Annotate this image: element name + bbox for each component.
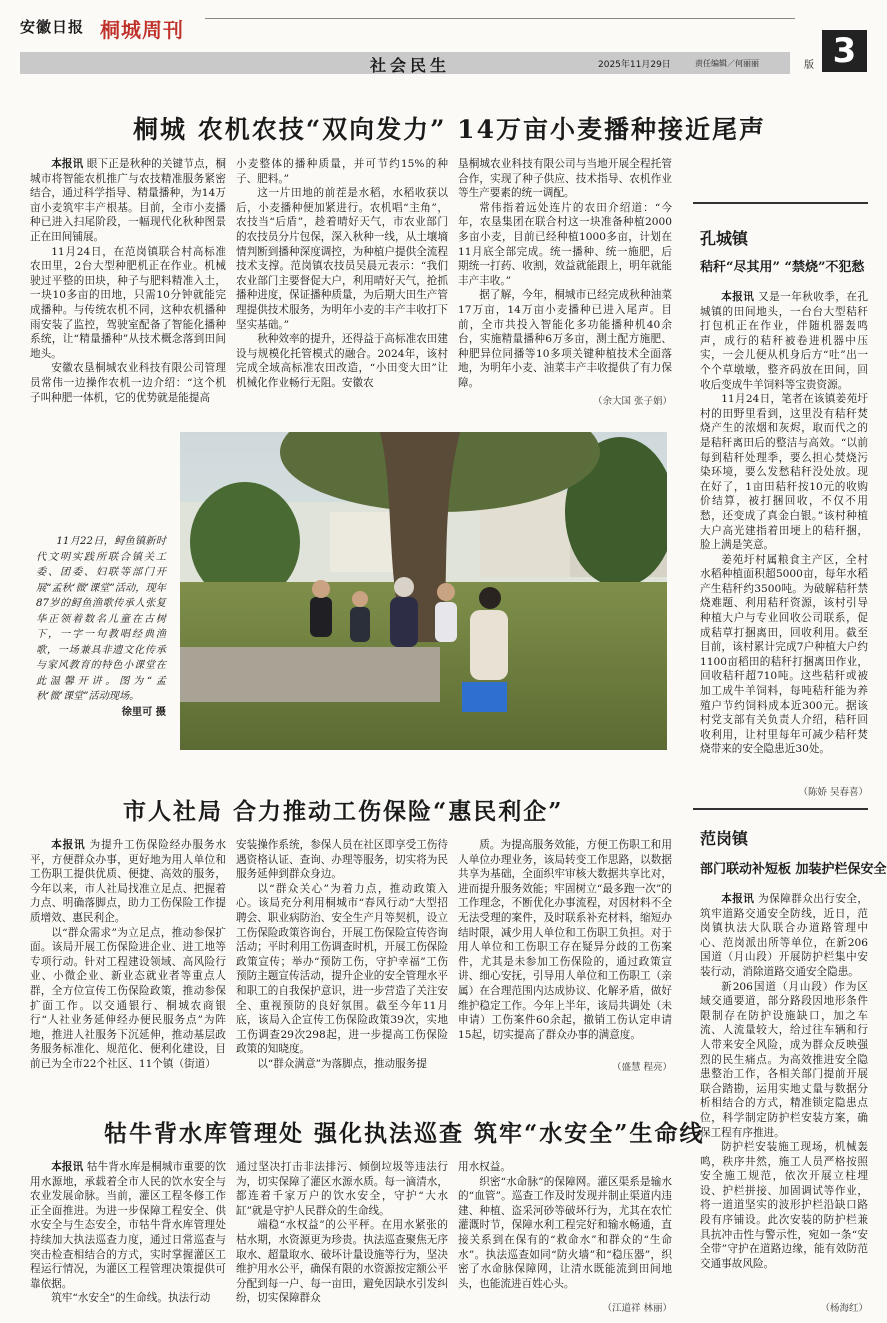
- section-title: 社会民生: [370, 56, 451, 75]
- paragraph-text: 端稳“水权益”的公平秤。在用水紧张的枯水期，水资源更为珍贵。执法巡查聚焦无序取水、超量取水、破坏计量设施等行为，坚决维护用水公平，确保有限的水资源按定额公平分配到每一户、每一亩田，避免因缺水引发纠纷，切实保障群众: [236, 1219, 448, 1305]
- lead-tag: 本报讯: [51, 839, 86, 851]
- sidebar2-byline: （杨海红）: [820, 1303, 868, 1314]
- photo-credit: 徐里可 摄: [121, 705, 166, 718]
- article1-col1: [30, 157, 226, 407]
- article1-col2: [236, 157, 448, 407]
- paragraph: [236, 1218, 448, 1306]
- article3-col3: [458, 1160, 672, 1300]
- paragraph: [236, 157, 448, 186]
- issue-date: 2025年11月29日: [598, 60, 671, 70]
- article2-col2: [236, 838, 448, 1074]
- paragraph: [236, 332, 448, 390]
- paragraph-text: 姜苑圩村属粮食主产区，全村水稻种植面积超5000亩，每年水稻产生秸秆约3500吨。为破解秸秆禁烧难题、利用秸秆资源，该村引导种植大户与专业回收公司联系，促成秸草打捆离田，回收利用。截至目前，该村累计完成7户种植大户约1100亩稻田的秸秆打捆离田作业，回收秸秆超710吨。这些秸秆或被加工成牛羊饲料，每吨秸秆能为养殖户节约饲料成本近300元。据该村党支部有关负责人介绍，秸秆回收利用，让村里每年可减少秸秆焚烧带来的安全隐患近30处。: [700, 553, 868, 756]
- lead-tag: 本报讯: [51, 158, 84, 170]
- paragraph-text: 常伟指着远处连片的农田介绍道：“今年，农垦集团在联合村这一块准备种植2000多亩小麦，目前已经种植1000多亩，计划在11月底全部完成。统一播种、统一施肥，后期统一打药、收割，效益就能跟上，明年就能丰产丰收。”: [458, 201, 672, 287]
- paragraph-text: 眼下正是秋种的关键节点，桐城市将智能农机推广与农技精准服务紧密结合，通过科学指导、精量播种，为14万亩小麦筑牢丰产根基。目前，全市小麦播种已进入扫尾阶段，一幅现代化秋种图景正在田间铺展。: [30, 158, 226, 243]
- paragraph: [700, 980, 868, 1141]
- article1-headline: 桐城 农机农技“双向发力” 14万亩小麦播种接近尾声: [133, 115, 766, 144]
- lead-tag: 本报讯: [721, 291, 755, 303]
- paragraph-text: 为保障群众出行安全，筑牢道路交通安全防线，近日，范岗镇执法大队联合办道路管理中心、范岗派出所等单位，在新206国道（月山段）开展防护栏集中安装行动，消除道路交通安全隐患。: [700, 893, 868, 978]
- paragraph: [30, 926, 226, 1072]
- paragraph: [700, 892, 868, 980]
- paragraph: [458, 288, 672, 389]
- paragraph-text: 安装操作系统，参保人员在社区即享受工伤待遇资格认证、查询、办理等服务，切实将为民服务延伸到群众身边。: [236, 839, 448, 881]
- paragraph: [700, 553, 868, 757]
- paragraph: [236, 882, 448, 1057]
- paragraph-text: 安徽农垦桐城农业科技有限公司管理员常伟一边操作农机一边介绍：“这个机子叫种肥一体机，它的优势就是能提高: [30, 362, 226, 404]
- article2-col3: [458, 838, 672, 1060]
- paragraph: [30, 1291, 226, 1306]
- paragraph-text: 秋种效率的提升，还得益于高标准农田建设与规模化托管模式的融合。2024年，该村完成全域高标准农田改造，“小田变大田”让机械化作业畅行无阻。安徽农: [236, 333, 448, 389]
- paragraph-text: 牯牛背水库是桐城市重要的饮用水源地，承载着全市人民的饮水安全与农业发展命脉。当前，灌区工程冬修工作正全面推进。为进一步保障工程安全、供水安全与生态安全，市牯牛背水库管理处持续加大执法巡查力度，通过日常巡查与突击检查相结合的方式，实时掌握灌区工程运行情况，为灌区工程管理决策提供可靠依据。: [30, 1161, 226, 1290]
- paragraph-text: 为提升工伤保险经办服务水平，方便群众办事，更好地为用人单位和工伤职工提供优质、便捷、高效的服务，今年以来，市人社局找准立足点、把握着力点、明确落脚点，助力工伤保险工作提质增效、惠民利企。: [30, 839, 226, 924]
- paragraph-text: 新206国道（月山段）作为区域交通要道，部分路段因地形条件限制存在防护设施缺口，加之车流、人流量较大，给过往车辆和行人带来安全风险，成为群众反映强烈的民生痛点。为高效推进安全隐患整治工作，各相关部门提前开展联合踏勘，运用实地丈量与数据分析相结合的方式，精准锁定隐患点位，科学制定防护栏安装方案，确保工程有序推进。: [700, 980, 868, 1139]
- paragraph: [458, 201, 672, 289]
- sidebar1-rule: [693, 202, 868, 204]
- article3-col1: [30, 1160, 226, 1318]
- paragraph-text: 以“群众需求”为立足点，推动参保扩面。该局开展工伤保险进企业、进工地等专项行动。针对工程建设领域、高风险行业、小微企业、新业态就业者等重点人群，全方位宣传工伤保险政策，推动参保扩面工作。以交通银行、桐城农商银行“人社业务延伸经办便民服务点”为阵地，推进人社服务下沉延伸，推动基层政务服务标准化、规范化、便利化建设，目前已为全市22个社区、11个镇（街道）: [30, 926, 226, 1070]
- paragraph-text: 又是一年秋收季，在孔城镇的田间地头，一台台大型秸秆打包机正在作业，伴随机器轰鸣声，成行的秸秆被卷进机器中压实，一会儿便从机身后方“吐”出一个个草墩墩，整齐码放在田间，回收后变成牛羊饲料等宝贵资源。: [700, 291, 868, 391]
- paragraph: [236, 1057, 448, 1072]
- paragraph-text: 11月24日，笔者在该镇姜苑圩村的田野里看到，这里没有秸秆焚烧产生的浓烟和灰烬，取而代之的是秸秆离田后的整洁与高效。“以前每到秸秆处理季，要么担心焚烧污染环境，要么发愁秸秆没处放。现在好了，1亩田秸秆按10元的收购价结算，被打捆回收，不仅不用愁，还变成了真金白银。”该村种植大户高光建指着田埂上的秸秆捆，脸上满是笑意。: [700, 393, 868, 552]
- article3-byline: （江道祥 林丽）: [602, 1303, 672, 1314]
- sidebar2-kicker: 范岗镇: [700, 829, 749, 848]
- paragraph: [236, 838, 448, 882]
- photo-illustration: [180, 432, 667, 750]
- sidebar1-body: [700, 290, 868, 782]
- paragraph-text: 筑牢“水安全”的生命线。执法行动: [51, 1292, 211, 1305]
- paragraph-text: 以“群众关心”为着力点，推动政策入心。该局充分利用桐城市“春风行动”大型招聘会、职业病防治、安全生产月等契机，设立工伤保险政策咨询台，开展工伤保险宣传咨询活动；平时利用工伤调查时机，开展工伤保险政策宣传；举办“预防工伤，守护幸福”工伤预防主题宣传活动，提升企业的安全管理水平和职工的自我保护意识，进一步营造了关注安全、重视预防的良好氛围。截至今年11月底，该局入企宣传工伤保险政策39次，实地工伤调查29次298起，进一步提高工伤保险政策的知晓度。: [236, 882, 448, 1056]
- article3-col2: [236, 1160, 448, 1318]
- paragraph: [236, 186, 448, 332]
- article1-col3: [458, 157, 672, 389]
- sidebar1-kicker: 孔城镇: [700, 229, 749, 248]
- paragraph: [700, 1140, 868, 1271]
- photo-caption: [36, 534, 166, 720]
- page-number: 3: [822, 30, 867, 72]
- paragraph: [30, 245, 226, 362]
- sidebar1-headline: 秸秆“尽其用” “禁烧”不犯愁: [700, 260, 865, 275]
- paragraph-text: 通过坚决打击非法排污、倾倒垃圾等违法行为，切实保障了灌区水源水质。每一滴清水，都连着千家万户的饮水安全，守护“大水缸”就是守护人民群众的生命线。: [236, 1161, 448, 1217]
- paragraph-text: 用水权益。: [458, 1161, 511, 1173]
- paragraph: [458, 157, 672, 201]
- paragraph-text: 防护栏安装施工现场，机械轰鸣，秩序井然，施工人员严格按照安全施工规范，依次开展立柱埋设、护栏拼接、加固调试等作业，将一道道坚实的波形护栏沿缺口路段有序铺设。此次安装的防护栏兼具抗冲击性与警示性，宛如一条“安全带”守护在道路边缘，能有效防范交通事故风险。: [700, 1141, 868, 1270]
- paragraph: [700, 392, 868, 553]
- supplement-name: 桐城周刊: [100, 18, 184, 42]
- paragraph-text: 这一片田地的前茬是水稻，水稻收获以后，小麦播种便加紧进行。农机唱“主角”，农技当“后盾”，趁着晴好天气，市农业部门的农技员分片包保，深入秋种一线，从土壤墒情判断到播种深度调控，为种植户提供全流程技术支撑。范岗镇农技员吴晨元表示：“我们农业部门主要督促大户，利用晴好天气，抢抓播种进度，保证播种质量，为后期大田生产管理提供技术服务，为明年小麦的丰产丰收打下坚实基础。”: [236, 187, 448, 331]
- paragraph: [30, 157, 226, 245]
- lead-tag: 本报讯: [51, 1161, 84, 1173]
- article2-col1: [30, 838, 226, 1074]
- article1-byline: （余大国 张子娟）: [592, 396, 672, 407]
- paragraph: [30, 1160, 226, 1291]
- article2-byline: （盛慧 程亮）: [611, 1062, 672, 1073]
- paragraph: [458, 1175, 672, 1292]
- paragraph: [30, 361, 226, 405]
- paragraph: [458, 1160, 672, 1175]
- ban-label: 版: [804, 60, 814, 71]
- paragraph-text: 质。为提高服务效能，方便工伤职工和用人单位办理业务，该局转变工作思路，以数据共享为基础，全面织牢审核大数据共享比对，进而提升服务效能；牢固树立“最多跑一次”的工作理念，不断优化办事流程，对因材料不全无法受理的案件，及时联系补充材料，缩短办结时限，减少用人单位和工伤职工负担。对于用人单位和工伤职工存在疑异分歧的工伤案件，尤其是未参加工伤保险的，通过政策宣讲、细心安抚，引导用人单位和工伤职工（亲属）在合理范围内达成协议、化解矛盾，做好维护稳定工作。今年上半年，该局共调处（未申请）工伤案件60余起，撤销工伤认定申请15起，切实提高了群众办事的满意度。: [458, 839, 672, 1041]
- paragraph-text: 据了解，今年，桐城市已经完成秋种油菜17万亩，14万亩小麦播种已进入尾声。目前，全市共投入智能化多功能播种机40余台，实施精量播种6万多亩，测土配方施肥、种肥异位同播等10多项关键种植技术全面落地，为明年小麦、油菜丰产丰收提供了有力保障。: [458, 289, 672, 389]
- sidebar2-rule: [693, 808, 868, 810]
- paragraph-text: 小麦整体的播种质量，并可节约15%的种子、肥料。”: [236, 158, 448, 185]
- lead-tag: 本报讯: [721, 893, 755, 905]
- paragraph: [236, 1160, 448, 1218]
- top-rule: [205, 18, 795, 19]
- sidebar2-body: [700, 892, 868, 1296]
- paragraph-text: 11月24日，在范岗镇联合村高标准农田里，2台大型种肥机正在作业。机械驶过平整的田块，种子与肥料精准入土，一块10多亩的田地，只需10分钟就能完成播种。与传统农机不同，这种农机播种雨安装了监控，驾驶室配备了智能化播种系统，让“精量播种”从技术概念落到田间地头。: [30, 245, 226, 360]
- paragraph-text: 以“群众满意”为落脚点，推动服务提: [257, 1057, 427, 1070]
- paper-name: 安徽日报: [20, 18, 85, 36]
- photo-caption-text: 11月22日，鲟鱼镇新时代文明实践所联合镇关工委、团委、妇联等部门开展“孟秋‘微’课堂”活动，现年87岁的鲟鱼渔歌传承人张复华正领着数名儿童在古树下，一字一句教唱经典渔歌，一场兼具非遗文化传承与家风教育的特色小课堂在此温馨开讲。图为“孟秋‘微’课堂”活动现场。: [36, 536, 166, 702]
- article3-headline: 牯牛背水库管理处 强化执法巡查 筑牢“水安全”生命线: [104, 1120, 705, 1147]
- paragraph-text: 垦桐城农业科技有限公司与当地开展全程托管合作，实现了种子供应、技术指导、农机作业等生产要素的统一调配。: [458, 158, 672, 200]
- paragraph-text: 织密“水命脉”的保障网。灌区渠系是输水的“血管”。巡查工作及时发现并制止渠道内违建、种植、盗采河砂等破坏行为，尤其在农忙灌溉时节，保障水利工程完好和输水畅通，直接关系到在保有的“救命水”和群众的“生命水”。执法巡查如同“防火墙”和“稳压器”，织密了水命脉保障网，让清水既能流到田间地头，也能流进百姓心头。: [458, 1175, 672, 1290]
- editor-credit: 责任编辑／何丽丽: [695, 59, 759, 68]
- paragraph: [700, 290, 868, 392]
- article2-headline: 市人社局 合力推动工伤保险“惠民利企”: [123, 798, 564, 825]
- photo-folk-song-class: [180, 432, 667, 750]
- paragraph: [30, 838, 226, 926]
- sidebar2-headline: 部门联动补短板 加装护栏保安全: [700, 862, 887, 877]
- sidebar1-byline: （陈娇 吴春喜）: [798, 787, 868, 798]
- paragraph: [458, 838, 672, 1042]
